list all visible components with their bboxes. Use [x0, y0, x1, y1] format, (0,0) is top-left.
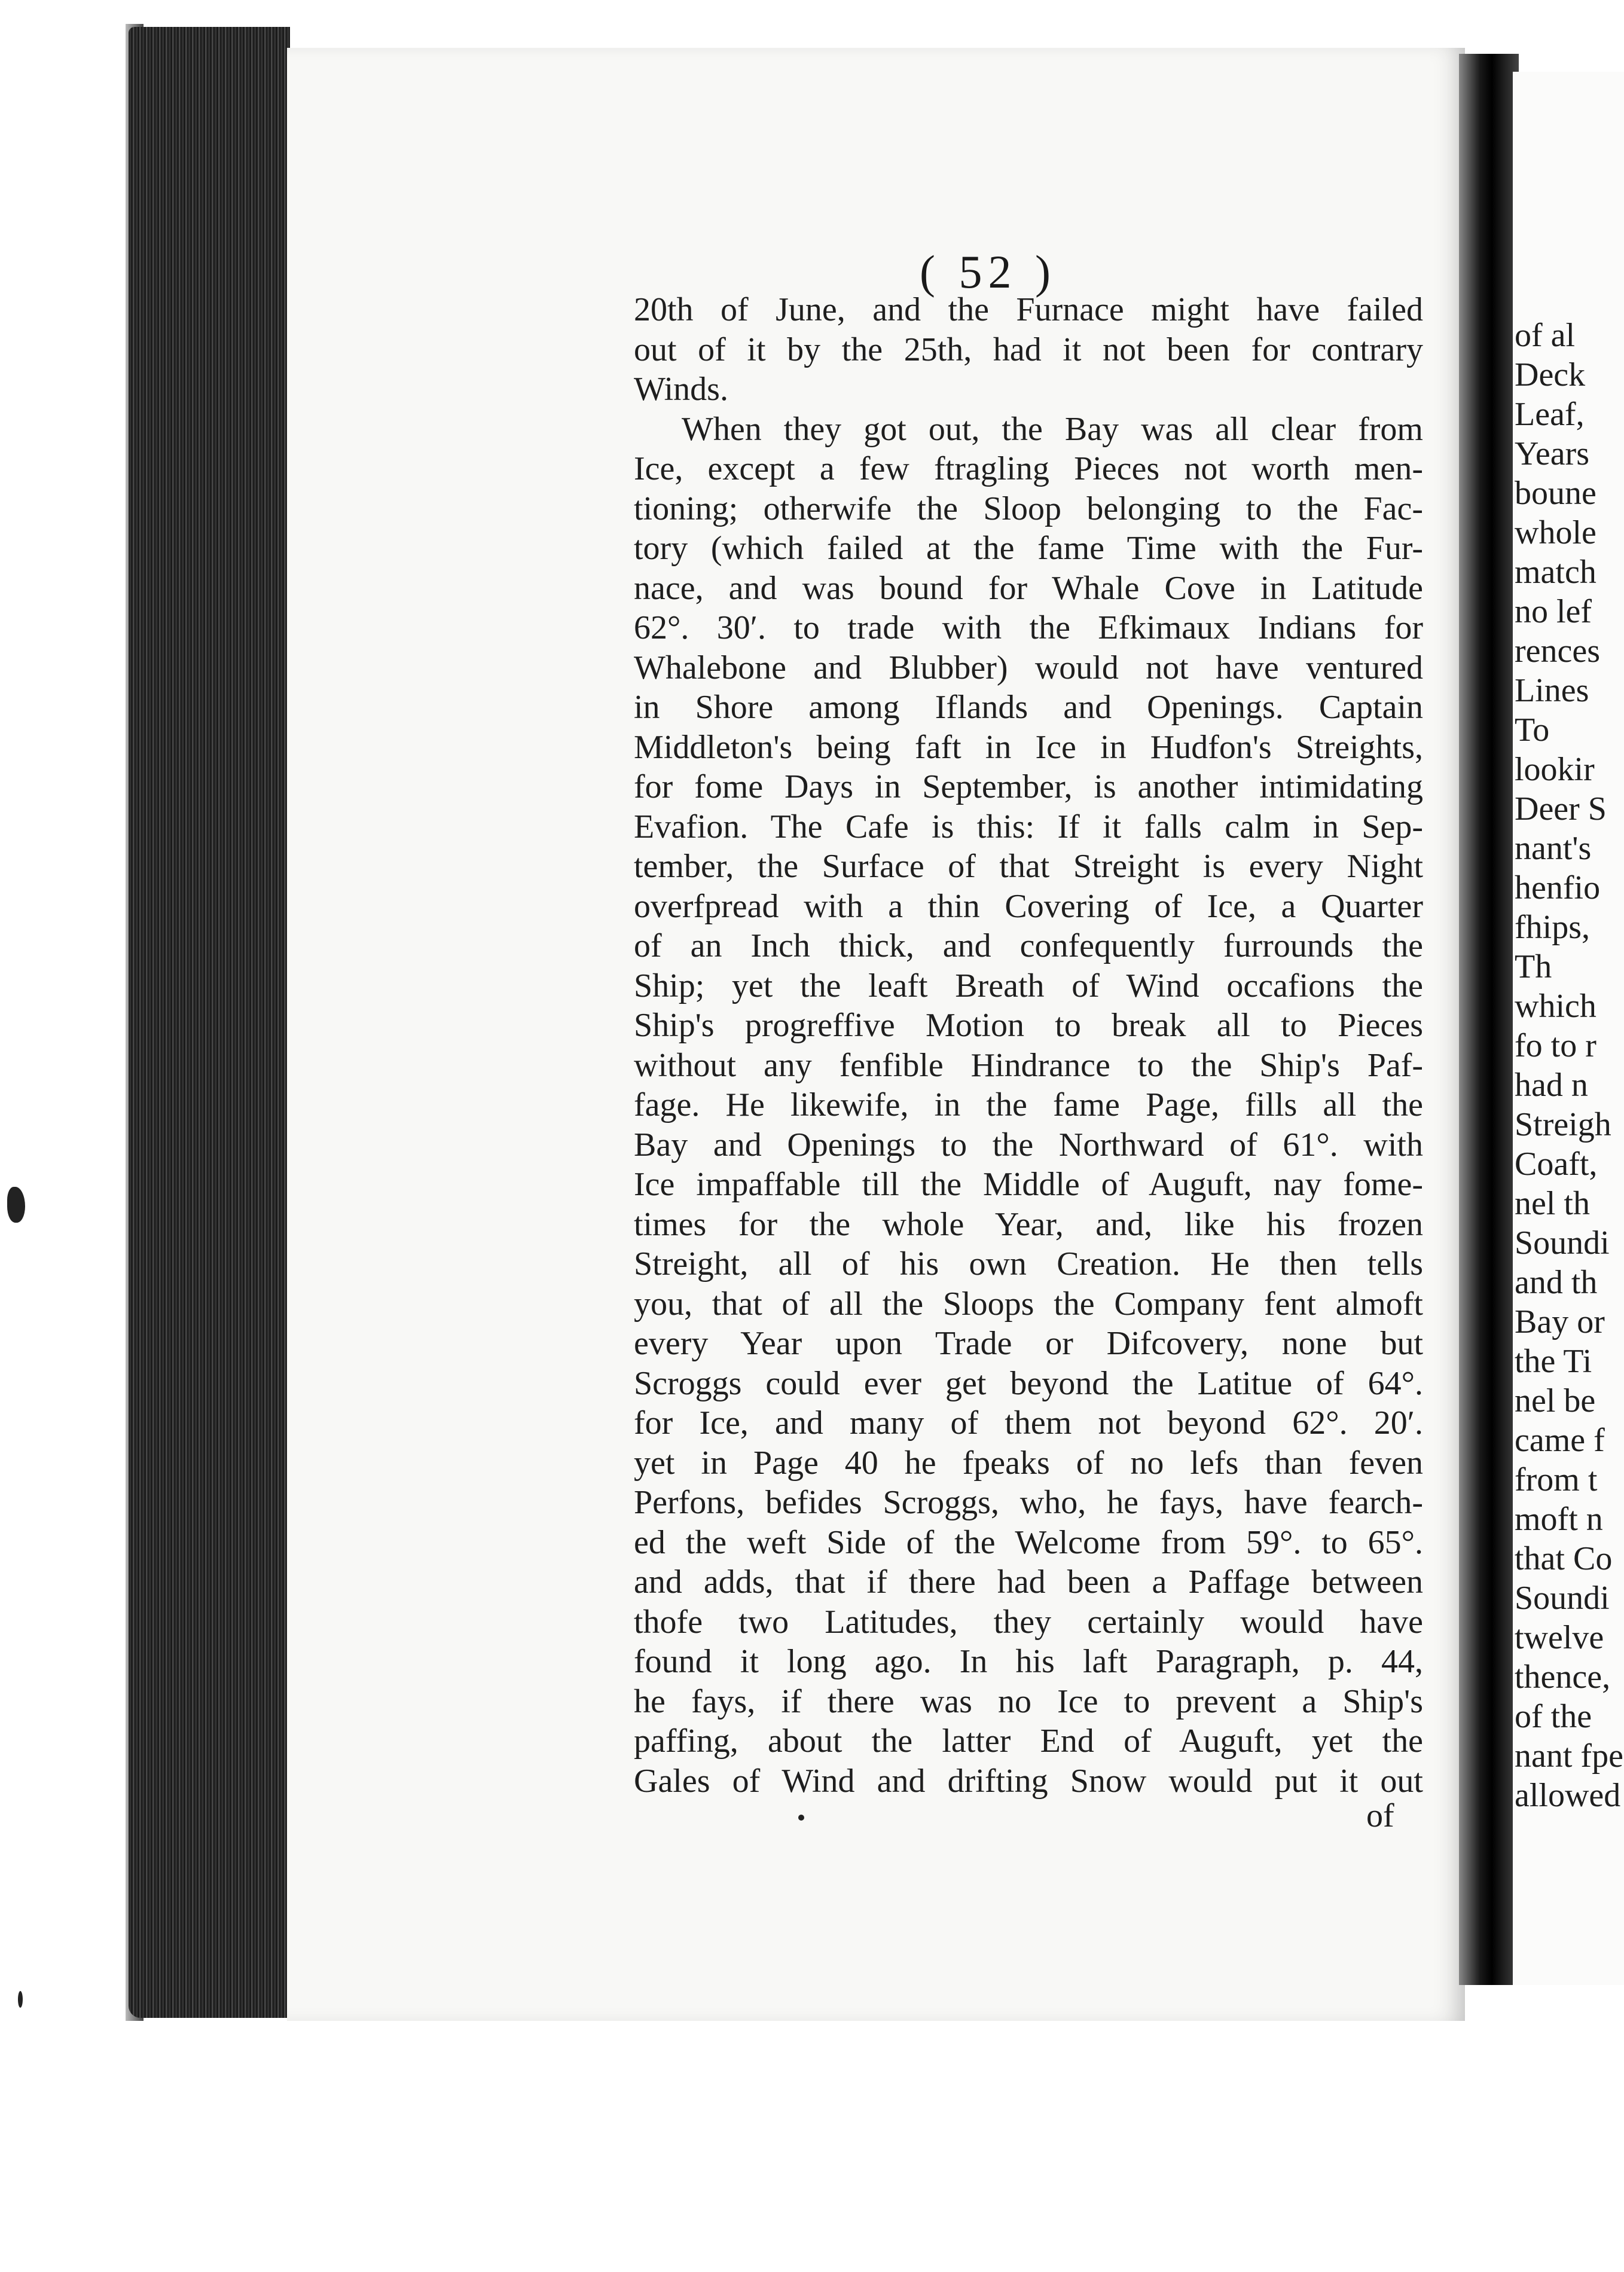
text-line: yet in Page 40 he fpeaks of no lefs than feven — [634, 1444, 1423, 1482]
text-line: thofe two Latitudes, they certainly would have — [634, 1603, 1423, 1641]
text-line: Ship's progreffive Motion to break all to Pieces — [634, 1007, 1423, 1044]
text-line: Whalebone and Blubber) would not have ventured — [634, 649, 1423, 686]
text-line: Streight, all of his own Creation. He then tells — [634, 1245, 1423, 1282]
text-line: he fays, if there was no Ice to prevent a Ship's — [634, 1682, 1423, 1720]
text-line: without any fenfible Hindrance to the Ship's Paf- — [634, 1046, 1423, 1084]
text-fragment: thence, — [1515, 1659, 1611, 1696]
text-line: tory (which failed at the fame Time with the Fur- — [634, 530, 1423, 567]
scan-artifact — [18, 1991, 23, 2008]
text-fragment: nant fpe — [1515, 1737, 1623, 1775]
text-line: ed the weft Side of the Welcome from 59°. to 65°. — [634, 1523, 1423, 1561]
text-line: every Year upon Trade or Difcovery, none but — [634, 1325, 1423, 1362]
catchword: of — [1366, 1797, 1394, 1834]
text-line: 20th of June, and the Furnace might have failed — [634, 291, 1423, 328]
text-fragment: boune — [1515, 475, 1596, 512]
text-line: paffing, about the latter End of Auguft, yet the — [634, 1723, 1423, 1760]
text-line: and adds, that if there had been a Paffage between — [634, 1563, 1423, 1601]
text-line: tioning; otherwife the Sloop belonging to the Fac- — [634, 490, 1423, 527]
text-fragment: had n — [1515, 1067, 1588, 1104]
page-number: ( 52 ) — [920, 246, 1057, 298]
text-fragment: Soundi — [1515, 1580, 1610, 1617]
text-line: tember, the Surface of that Streight is every Night — [634, 848, 1423, 885]
text-fragment: fhips, — [1515, 909, 1590, 946]
scan-artifact — [7, 1187, 25, 1223]
text-fragment: match — [1515, 554, 1596, 591]
text-fragment: nel be — [1515, 1382, 1596, 1419]
text-line: for Ice, and many of them not beyond 62°. 20′. — [634, 1404, 1423, 1442]
text-fragment: moft n — [1515, 1501, 1603, 1538]
text-fragment: Streigh — [1515, 1106, 1611, 1143]
text-line: Ice impaffable till the Middle of Auguft, nay fome- — [634, 1166, 1423, 1203]
text-fragment: nel th — [1515, 1185, 1590, 1222]
text-line: overfpread with a thin Covering of Ice, a Quarter — [634, 887, 1423, 925]
text-fragment: lookir — [1515, 751, 1595, 788]
text-fragment: Th — [1515, 948, 1552, 985]
text-fragment: nant's — [1515, 830, 1592, 867]
text-line: found it long ago. In his laft Paragraph, p. 44, — [634, 1643, 1423, 1680]
text-fragment: of the — [1515, 1698, 1592, 1735]
text-fragment: Deck — [1515, 356, 1586, 393]
text-line: 62°. 30′. to trade with the Efkimaux Indians for — [634, 609, 1423, 646]
text-fragment: no lef — [1515, 593, 1592, 630]
left-page-text — [634, 290, 1423, 1801]
text-fragment: Bay or — [1515, 1303, 1605, 1340]
text-line: out of it by the 25th, had it not been for contrary — [634, 331, 1423, 368]
text-fragment: of al — [1515, 317, 1576, 354]
text-fragment: whole — [1515, 514, 1596, 551]
text-fragment: the Ti — [1515, 1343, 1592, 1380]
text-fragment: that Co — [1515, 1540, 1613, 1577]
text-line: Winds. — [634, 371, 728, 408]
text-fragment: Lines — [1515, 672, 1589, 709]
text-line: of an Inch thick, and confequently furrounds the — [634, 927, 1423, 964]
text-line: in Shore among Iflands and Openings. Captain — [634, 689, 1423, 726]
text-fragment: Soundi — [1515, 1224, 1610, 1262]
book-gutter — [1459, 54, 1519, 1985]
text-fragment: fo to r — [1515, 1027, 1596, 1064]
text-fragment: and th — [1515, 1264, 1598, 1301]
text-line: Scroggs could ever get beyond the Latitue of 64°. — [634, 1364, 1423, 1402]
text-line: nace, and was bound for Whale Cove in Latitude — [634, 569, 1423, 607]
text-line: you, that of all the Sloops the Company fent almoft — [634, 1285, 1423, 1323]
text-line: times for the whole Year, and, like his frozen — [634, 1205, 1423, 1243]
text-line: Bay and Openings to the Northward of 61°. with — [634, 1126, 1423, 1164]
text-fragment: twelve — [1515, 1619, 1604, 1656]
text-line: Middleton's being faft in Ice in Hudfon's Streights, — [634, 728, 1423, 766]
scan-artifact — [798, 1815, 804, 1821]
text-fragment: Coaft, — [1515, 1146, 1598, 1183]
text-line: fage. He likewife, in the fame Page, fills all the — [634, 1086, 1423, 1123]
right-page-text — [1515, 316, 1623, 1815]
text-line: Ship; yet the leaft Breath of Wind occafions the — [634, 967, 1423, 1004]
text-fragment: Years — [1515, 435, 1589, 472]
text-fragment: from t — [1515, 1461, 1598, 1498]
text-line: Ice, except a few ftragling Pieces not worth men- — [634, 450, 1423, 487]
text-fragment: allowed — [1515, 1777, 1621, 1814]
text-line: Perfons, befides Scroggs, who, he fays, have fearch- — [634, 1484, 1423, 1521]
text-fragment: which — [1515, 988, 1596, 1025]
text-fragment: Leaf, — [1515, 396, 1585, 433]
text-line: for fome Days in September, is another intimidating — [634, 768, 1423, 805]
text-line: When they got out, the Bay was all clear from — [682, 410, 1423, 448]
text-line: Gales of Wind and drifting Snow would put it out — [634, 1762, 1423, 1800]
text-fragment: henfio — [1515, 869, 1601, 906]
text-fragment: came f — [1515, 1422, 1605, 1459]
text-line: Evafion. The Cafe is this: If it falls calm in Sep- — [634, 808, 1423, 845]
text-fragment: rences — [1515, 633, 1601, 670]
text-fragment: Deer S — [1515, 790, 1607, 827]
book-page-edges — [129, 27, 290, 2018]
text-fragment: To — [1515, 711, 1550, 749]
